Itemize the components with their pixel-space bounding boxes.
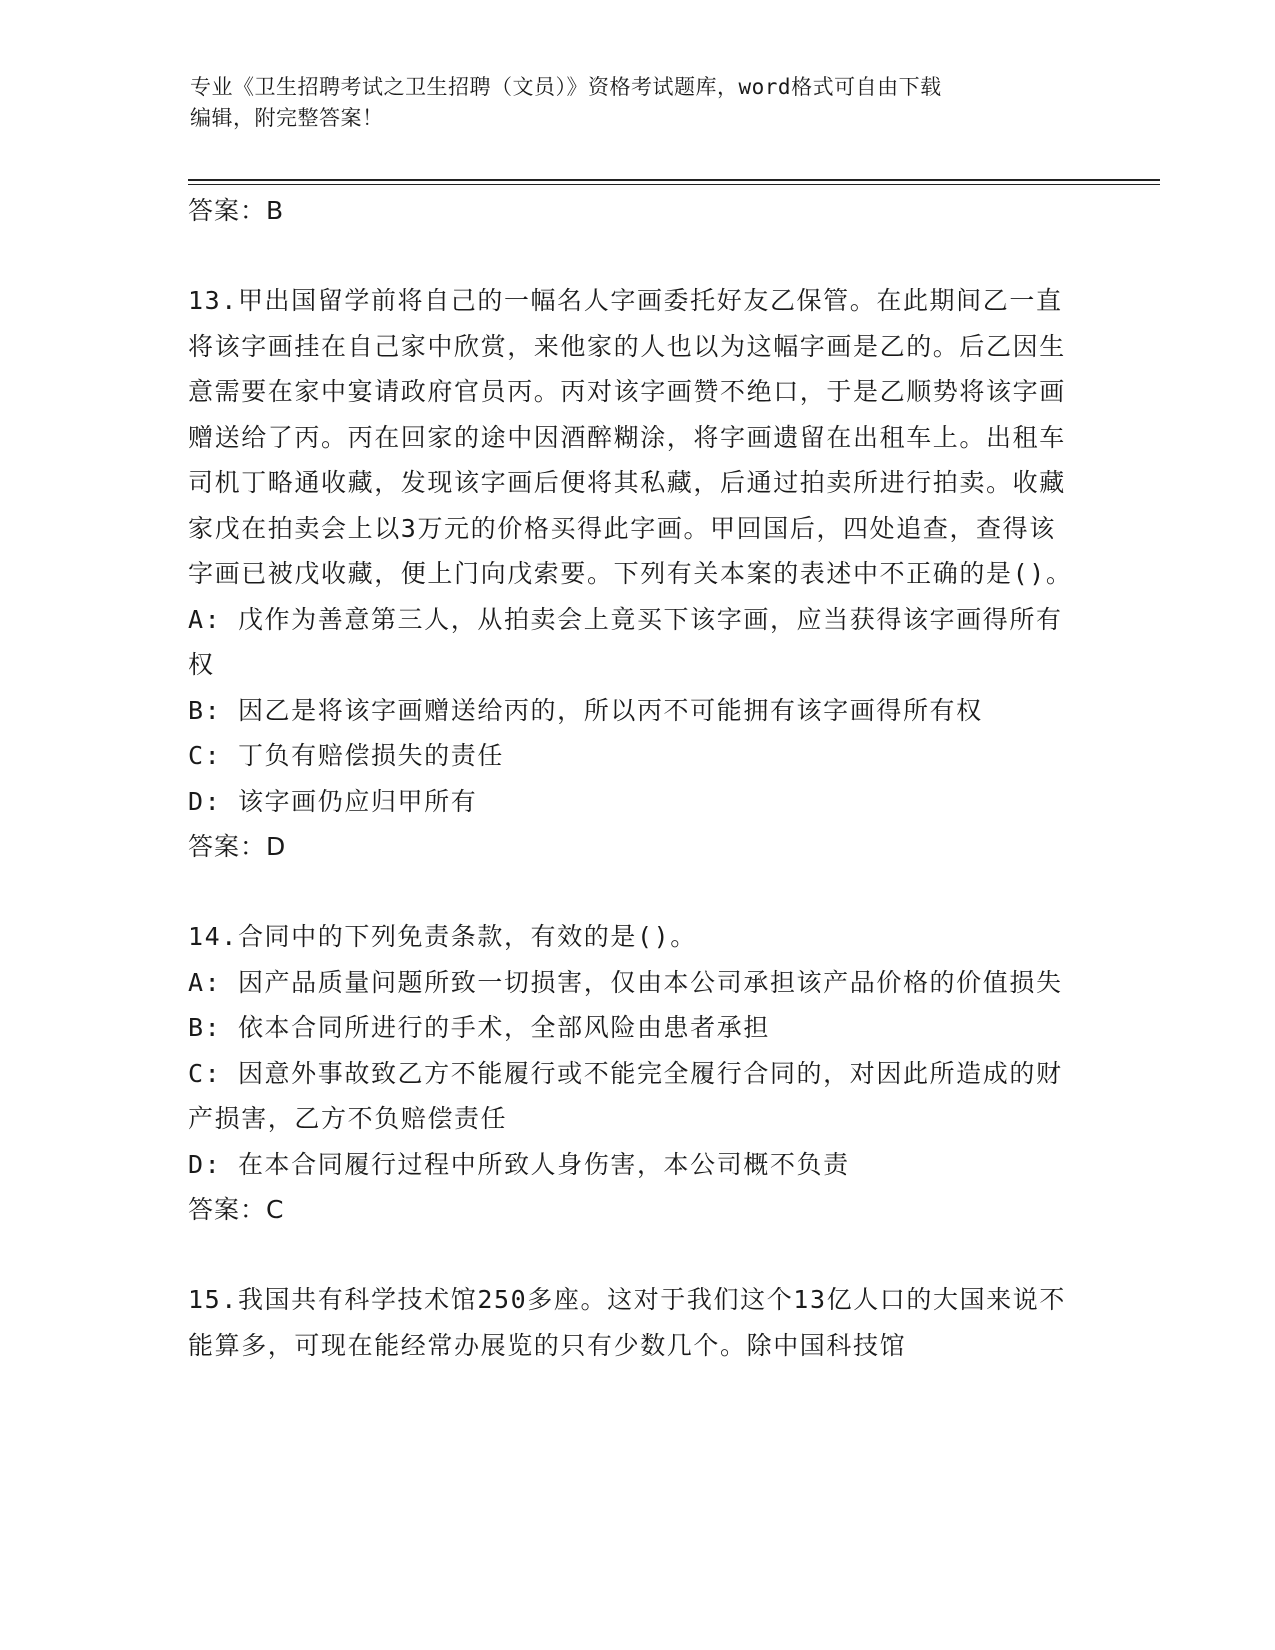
header-line-1: 专业《卫生招聘考试之卫生招聘（文员）》资格考试题库，word格式可自由下载 xyxy=(190,75,942,99)
question-14 xyxy=(188,914,1078,1232)
question-13-option-c: C: 丁负有赔偿损失的责任 xyxy=(188,741,504,770)
spacer xyxy=(188,869,1078,914)
question-content xyxy=(188,188,1078,1368)
question-13-option-a: A: 戊作为善意第三人，从拍卖会上竟买下该字画，应当获得该字画得所有权 xyxy=(188,604,1063,679)
question-13 xyxy=(188,278,1078,869)
spacer xyxy=(188,233,1078,278)
question-13-answer: 答案：D xyxy=(188,832,287,861)
header-line-2: 编辑，附完整答案！ xyxy=(190,106,384,130)
question-14-option-b: B: 依本合同所进行的手术，全部风险由患者承担 xyxy=(188,1013,770,1042)
question-13-text: 13.甲出国留学前将自己的一幅名人字画委托好友乙保管。在此期间乙一直将该字画挂在自己家中欣赏，来他家的人也以为这幅字画是乙的。后乙因生意需要在家中宴请政府官员丙。丙对该字画赞不绝口，于是乙顺势将该字画赠送给了丙。丙在回家的途中因酒醉糊涂，将字画遗留在出租车上。出租车司机丁略通收藏，发现该字画后便将其私藏，后通过拍卖所进行拍卖。收藏家戊在拍卖会上以3万元的价格买得此字画。甲回国后，四处追查，查得该字画已被戊收藏，便上门向戊索要。下列有关本案的表述中不正确的是()。 xyxy=(188,286,1073,588)
question-14-text: 14.合同中的下列免责条款，有效的是()。 xyxy=(188,922,697,951)
question-14-option-a: A: 因产品质量问题所致一切损害，仅由本公司承担该产品价格的价值损失 xyxy=(188,967,1063,997)
header-rule-thick xyxy=(188,179,1160,181)
spacer xyxy=(188,1232,1078,1277)
header-rule-thin xyxy=(188,184,1160,185)
question-15 xyxy=(188,1277,1078,1368)
question-14-option-d: D: 在本合同履行过程中所致人身伤害，本公司概不负责 xyxy=(188,1149,850,1179)
document-header xyxy=(190,72,1070,134)
answer-previous: 答案：B xyxy=(188,196,285,225)
question-14-answer: 答案：C xyxy=(188,1195,285,1224)
question-14-option-c: C: 因意外事故致乙方不能履行或不能完全履行合同的，对因此所造成的财产损害，乙方不负赔偿责任 xyxy=(188,1058,1063,1133)
question-13-option-d: D: 该字画仍应归甲所有 xyxy=(188,786,478,816)
question-15-text: 15.我国共有科学技术馆250多座。这对于我们这个13亿人口的大国来说不能算多，可现在能经常办展览的只有少数几个。除中国科技馆 xyxy=(188,1285,1067,1360)
question-13-option-b: B: 因乙是将该字画赠送给丙的，所以丙不可能拥有该字画得所有权 xyxy=(188,695,983,725)
